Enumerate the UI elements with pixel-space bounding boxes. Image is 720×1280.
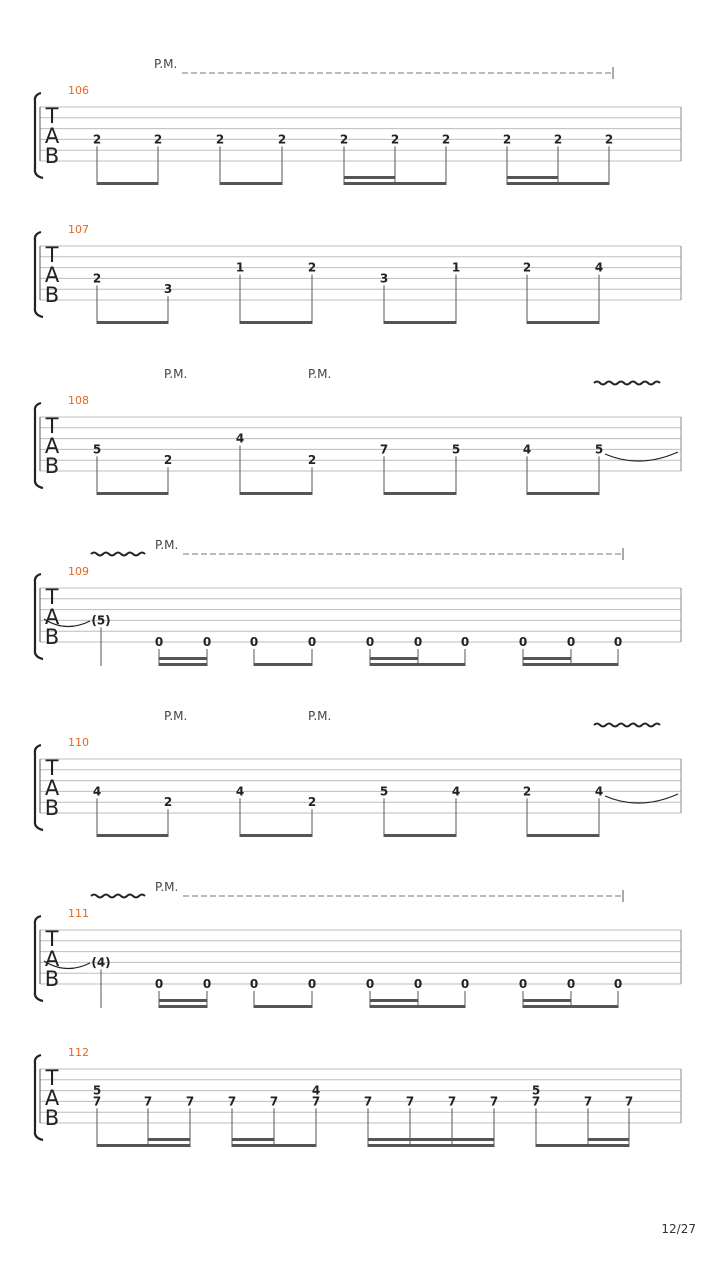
tab-clef-letter: T (45, 1066, 59, 1090)
fret-number: 2 (153, 132, 163, 147)
vibrato-mark (594, 382, 660, 385)
tab-clef-letter: T (45, 927, 59, 951)
vibrato-mark (594, 724, 660, 727)
beam (159, 1005, 207, 1008)
fret-number: 7 (227, 1094, 237, 1109)
beam (527, 492, 599, 495)
beam (384, 492, 456, 495)
system-bracket (35, 232, 43, 317)
fret-number: 0 (613, 977, 623, 991)
system-bracket (35, 745, 43, 830)
beam-secondary (344, 176, 395, 179)
palm-mute-label: P.M. (155, 880, 179, 894)
fret-number: 1 (235, 260, 245, 275)
fret-number: 7 (185, 1094, 195, 1109)
fret-number: 5 (92, 442, 102, 457)
palm-mute-label: P.M. (154, 57, 178, 71)
beam-secondary (159, 999, 207, 1002)
fret-number: 0 (518, 635, 528, 649)
fret-number: 5 (379, 784, 389, 799)
system-bracket (35, 916, 43, 1001)
bar-number: 107 (68, 223, 89, 236)
tie-arc (605, 452, 678, 461)
beam (97, 182, 158, 185)
fret-number: 0 (154, 977, 164, 991)
beam-secondary (232, 1138, 274, 1141)
fret-number: 0 (202, 635, 212, 649)
tab-clef-letter: B (44, 283, 60, 307)
fret-number: 5 (451, 442, 461, 457)
fret-number: 7 (92, 1094, 102, 1109)
fret-number: 2 (522, 784, 532, 799)
fret-number: 4 (594, 784, 604, 799)
beam-secondary (507, 176, 558, 179)
page-number: 12/27 (661, 1222, 696, 1236)
fret-number: 5 (92, 1083, 102, 1098)
tab-clef-letter: B (44, 796, 60, 820)
fret-number: 0 (460, 977, 470, 991)
tab-clef-letter: T (45, 104, 59, 128)
fret-number: 0 (307, 977, 317, 991)
tab-clef-letter: T (45, 414, 59, 438)
tie-arc (605, 794, 678, 803)
beam (97, 492, 168, 495)
bar-number: 108 (68, 394, 89, 407)
fret-number: 0 (154, 635, 164, 649)
fret-number: 2 (390, 132, 400, 147)
palm-mute-label: P.M. (308, 709, 332, 723)
fret-number: 7 (405, 1094, 415, 1109)
beam (240, 834, 312, 837)
fret-number: 7 (447, 1094, 457, 1109)
fret-number: 4 (311, 1083, 321, 1098)
fret-number: 2 (441, 132, 451, 147)
fret-number: 0 (202, 977, 212, 991)
fret-number: 7 (489, 1094, 499, 1109)
fret-number: 5 (594, 442, 604, 457)
bar-number: 110 (68, 736, 89, 749)
fret-number: 2 (92, 132, 102, 147)
fret-number: 1 (451, 260, 461, 275)
palm-mute-label: P.M. (164, 709, 188, 723)
fret-number: 0 (460, 635, 470, 649)
bar-number: 109 (68, 565, 89, 578)
fret-number: 7 (379, 442, 389, 457)
beam (536, 1144, 629, 1147)
beam (240, 321, 312, 324)
beam (523, 1005, 618, 1008)
beam (527, 834, 599, 837)
fret-number: 2 (307, 795, 317, 810)
fret-number: 7 (311, 1094, 321, 1109)
fret-number: 2 (339, 132, 349, 147)
tab-clef-letter: A (44, 776, 60, 800)
system-bracket (35, 1055, 43, 1140)
tab-clef-letter: A (44, 947, 60, 971)
system-bracket (35, 93, 43, 178)
beam (384, 834, 456, 837)
beam (507, 182, 609, 185)
fret-number: 4 (92, 784, 102, 799)
vibrato-mark (91, 553, 145, 556)
beam (370, 1005, 465, 1008)
beam-secondary (523, 657, 571, 660)
beam (232, 1144, 316, 1147)
fret-number: 2 (277, 132, 287, 147)
tab-clef-letter: B (44, 144, 60, 168)
fret-number: 7 (531, 1094, 541, 1109)
tab-clef-letter: A (44, 605, 60, 629)
palm-mute-label: P.M. (308, 367, 332, 381)
fret-number: 0 (566, 977, 576, 991)
fret-number: 2 (604, 132, 614, 147)
fret-number: 0 (249, 977, 259, 991)
tab-clef-letter: B (44, 454, 60, 478)
beam (97, 1144, 190, 1147)
bar-number: 112 (68, 1046, 89, 1059)
beam (159, 663, 207, 666)
fret-number: 0 (365, 635, 375, 649)
beam-secondary (159, 657, 207, 660)
tab-clef-letter: B (44, 625, 60, 649)
beam (368, 1144, 494, 1147)
fret-number: 4 (522, 442, 532, 457)
tab-clef-letter: T (45, 756, 59, 780)
fret-number: 0 (365, 977, 375, 991)
beam (384, 321, 456, 324)
beam (97, 321, 168, 324)
tab-clef-letter: B (44, 1106, 60, 1130)
fret-number: 4 (235, 431, 245, 446)
fret-number: (4) (91, 955, 111, 970)
system-bracket (35, 403, 43, 488)
fret-number: (5) (91, 613, 111, 628)
fret-number: 0 (249, 635, 259, 649)
beam (523, 663, 618, 666)
fret-number: 0 (307, 635, 317, 649)
fret-number: 3 (163, 282, 173, 297)
tab-clef-letter: A (44, 124, 60, 148)
fret-number: 7 (363, 1094, 373, 1109)
fret-number: 2 (92, 271, 102, 286)
fret-number: 0 (413, 977, 423, 991)
beam-secondary (370, 657, 418, 660)
beam (240, 492, 312, 495)
beam (97, 834, 168, 837)
fret-number: 4 (235, 784, 245, 799)
fret-number: 4 (594, 260, 604, 275)
bar-number: 106 (68, 84, 89, 97)
tab-clef-letter: T (45, 585, 59, 609)
palm-mute-label: P.M. (155, 538, 179, 552)
fret-number: 2 (307, 453, 317, 468)
beam (344, 182, 446, 185)
beam-secondary (588, 1138, 629, 1141)
bar-number: 111 (68, 907, 89, 920)
fret-number: 7 (143, 1094, 153, 1109)
fret-number: 7 (583, 1094, 593, 1109)
fret-number: 2 (215, 132, 225, 147)
fret-number: 2 (307, 260, 317, 275)
system-bracket (35, 574, 43, 659)
beam (254, 1005, 312, 1008)
fret-number: 0 (613, 635, 623, 649)
fret-number: 2 (502, 132, 512, 147)
palm-mute-label: P.M. (164, 367, 188, 381)
fret-number: 5 (531, 1083, 541, 1098)
fret-number: 2 (163, 795, 173, 810)
tab-clef-letter: T (45, 243, 59, 267)
beam-secondary (370, 999, 418, 1002)
beam-secondary (523, 999, 571, 1002)
beam (370, 663, 465, 666)
vibrato-mark (91, 895, 145, 898)
fret-number: 4 (451, 784, 461, 799)
tab-clef-letter: B (44, 967, 60, 991)
fret-number: 2 (553, 132, 563, 147)
fret-number: 0 (413, 635, 423, 649)
tab-clef-letter: A (44, 263, 60, 287)
tab-clef-letter: A (44, 434, 60, 458)
fret-number: 2 (163, 453, 173, 468)
tab-clef-letter: A (44, 1086, 60, 1110)
fret-number: 0 (518, 977, 528, 991)
fret-number: 7 (269, 1094, 279, 1109)
fret-number: 0 (566, 635, 576, 649)
beam (527, 321, 599, 324)
beam-secondary (368, 1138, 494, 1141)
beam (254, 663, 312, 666)
fret-number: 7 (624, 1094, 634, 1109)
beam-secondary (148, 1138, 190, 1141)
fret-number: 2 (522, 260, 532, 275)
beam (220, 182, 282, 185)
fret-number: 3 (379, 271, 389, 286)
